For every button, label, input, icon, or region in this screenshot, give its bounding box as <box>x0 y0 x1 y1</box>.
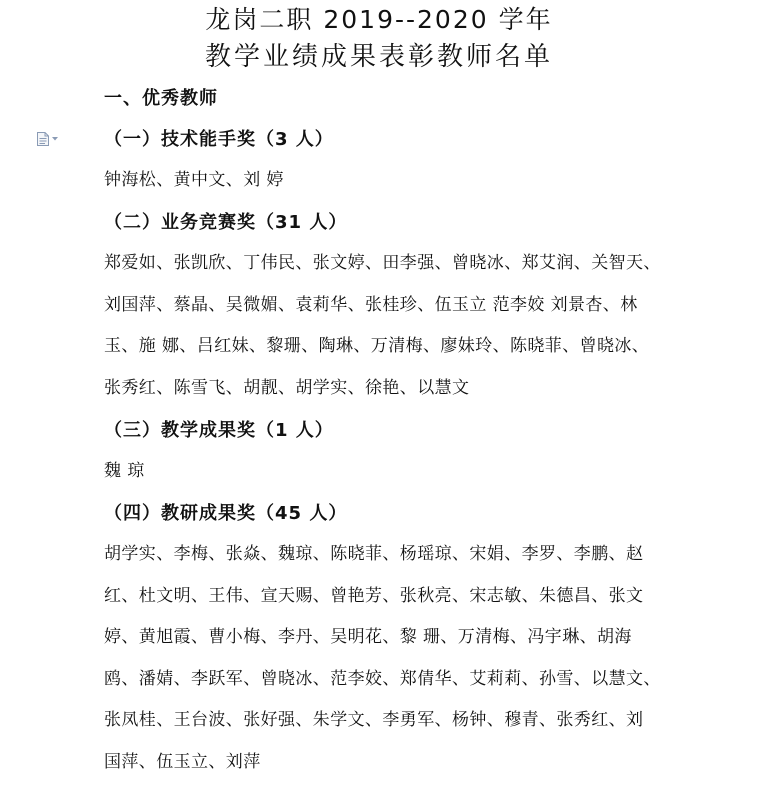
document-title-line1: 龙岗二职 2019--2020 学年 <box>205 5 553 34</box>
names-competition-award <box>104 243 684 409</box>
subsection-heading-research-result-award: （四）教研成果奖（45 人） <box>104 503 348 524</box>
name-line: 鸥、潘婧、李跃军、曾晓冰、范李姣、郑倩华、艾莉莉、孙雪、以慧文、 <box>104 668 661 689</box>
section-heading-excellent-teachers: 一、优秀教师 <box>104 88 218 109</box>
chevron-down-icon <box>52 137 58 141</box>
name-line: 红、杜文明、王伟、宣天赐、曾艳芳、张秋亮、宋志敏、朱德昌、张文 <box>104 585 644 606</box>
name-line: 国萍、伍玉立、刘萍 <box>104 751 261 772</box>
name-line: 钟海松、黄中文、刘 婷 <box>104 170 284 190</box>
subsection-heading-competition-award: （二）业务竞赛奖（31 人） <box>104 212 348 233</box>
name-line: 张凤桂、王台波、张好强、朱学文、李勇军、杨钟、穆青、张秀红、刘 <box>104 710 644 731</box>
names-teaching-result-award <box>104 451 684 493</box>
name-line: 魏 琼 <box>104 461 145 481</box>
name-line: 张秀红、陈雪飞、胡靓、胡学实、徐艳、以慧文 <box>104 377 470 398</box>
document-title-line2: 教学业绩成果表彰教师名单 <box>204 42 553 72</box>
name-line: 婷、黄旭霞、曹小梅、李丹、吴明花、黎 珊、万清梅、冯宇琳、胡海 <box>104 627 632 648</box>
subsection-heading-skill-award: （一）技术能手奖（3 人） <box>104 129 334 150</box>
name-line: 刘国萍、蔡晶、吴微媚、袁莉华、张桂珍、伍玉立 范李姣 刘景杏、林 <box>104 294 638 315</box>
document-options-icon[interactable] <box>36 130 64 148</box>
names-research-result-award <box>104 534 684 784</box>
name-line: 胡学实、李梅、张焱、魏琼、陈晓菲、杨瑶琼、宋娟、李罗、李鹏、赵 <box>104 544 644 564</box>
subsection-heading-teaching-result-award: （三）教学成果奖（1 人） <box>104 420 334 441</box>
names-skill-award <box>104 160 684 202</box>
name-line: 玉、施 娜、吕红妹、黎珊、陶琳、万清梅、廖妹玲、陈晓菲、曾晓冰、 <box>104 336 650 357</box>
page-icon <box>36 131 50 147</box>
name-line: 郑爱如、张凯欣、丁伟民、张文婷、田李强、曾晓冰、郑艾润、关智天、 <box>104 253 661 273</box>
